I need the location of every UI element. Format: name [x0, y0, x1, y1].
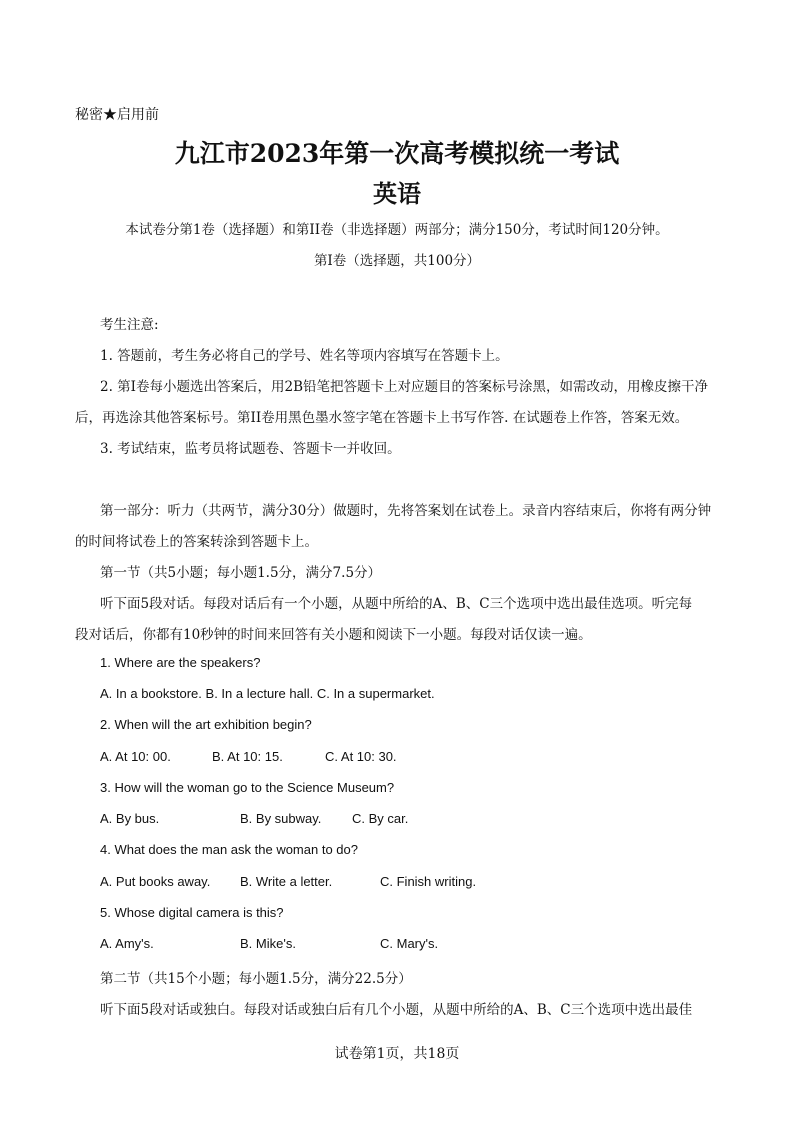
q4-option-c: C. Finish writing.: [380, 874, 477, 889]
notice-heading: 考生注意:: [100, 317, 159, 333]
q3-option-a: A. By bus.: [100, 811, 160, 826]
q5-option-c: C. Mary's.: [380, 936, 439, 951]
q4-option-b: B. Write a letter.: [240, 874, 333, 889]
q2-option-a: A. At 10: 00.: [100, 749, 171, 764]
question-5: 5. Whose digital camera is this?: [100, 905, 284, 920]
question-3: 3. How will the woman go to the Science Museum?: [100, 780, 395, 795]
q1-option-a: A. In a bookstore.: [100, 686, 202, 701]
part1-title: 第I卷（选择题，共100分）: [313, 253, 481, 269]
q1-option-b: B. In a lecture hall.: [205, 686, 314, 701]
q5-option-a: A. Amy's.: [100, 936, 154, 951]
page-footer: 试卷第1页，共18页: [334, 1046, 460, 1062]
question-1: 1. Where are the speakers?: [100, 655, 261, 670]
section1-instr-line1: 听下面5段对话。每段对话后有一个小题，从题中所给的A、B、C三个选项中选出最佳选项。听完每: [100, 596, 693, 612]
q4-option-a: A. Put books away.: [100, 874, 211, 889]
section2-instr-line1: 听下面5段对话或独白。每段对话或独白后有几个小题，从题中所给的A、B、C三个选项中选出最佳: [100, 1002, 693, 1018]
notice-item-1: 1. 答题前，考生务必将自己的学号、姓名等项内容填写在答题卡上。: [100, 348, 509, 364]
notice-item-3: 3. 考试结束，监考员将试题卷、答题卡一并收回。: [100, 441, 401, 457]
q5-option-b: B. Mike's.: [240, 936, 296, 951]
confidential-label: 秘密★启用前: [75, 107, 159, 123]
q3-option-c: C. By car.: [352, 811, 409, 826]
subject-title: 英语: [373, 179, 421, 208]
q2-option-b: B. At 10: 15.: [212, 749, 283, 764]
notice-item-2: 2. 第I卷每小题选出答案后，用2B铅笔把答题卡上对应题目的答案标号涂黑，如需改动，用橡皮擦干净: [100, 379, 709, 395]
section2-title: 第二节（共15个小题；每小题1.5分，满分22.5分）: [100, 971, 412, 987]
q2-option-c: C. At 10: 30.: [325, 749, 397, 764]
exam-intro: 本试卷分第1卷（选择题）和第II卷（非选择题）两部分；满分150分，考试时间120分钟。: [125, 222, 669, 238]
q1-options: [100, 686, 435, 701]
section1-title: 第一节（共5小题；每小题1.5分，满分7.5分）: [100, 565, 382, 581]
section1-instr-line2: 段对话后，你都有10秒钟的时间来回答有关小题和阅读下一小题。每段对话仅读一遍。: [75, 627, 592, 643]
listening-intro-line1: 第一部分：听力（共两节，满分30分）做题时，先将答案划在试卷上。录音内容结束后，你将有两分钟: [100, 503, 712, 519]
listening-intro-line2: 的时间将试卷上的答案转涂到答题卡上。: [75, 534, 318, 550]
exam-title: 九江市2023年第一次高考模拟统一考试: [174, 139, 620, 168]
q3-option-b: B. By subway.: [240, 811, 322, 826]
notice-item-2-cont: 后，再选涂其他答案标号。第II卷用黑色墨水签字笔在答题卡上书写作答. 在试题卷上作答，答案无效。: [75, 410, 689, 426]
question-2: 2. When will the art exhibition begin?: [100, 717, 312, 732]
q1-option-c: C. In a supermarket.: [316, 686, 435, 701]
question-4: 4. What does the man ask the woman to do?: [100, 842, 358, 857]
